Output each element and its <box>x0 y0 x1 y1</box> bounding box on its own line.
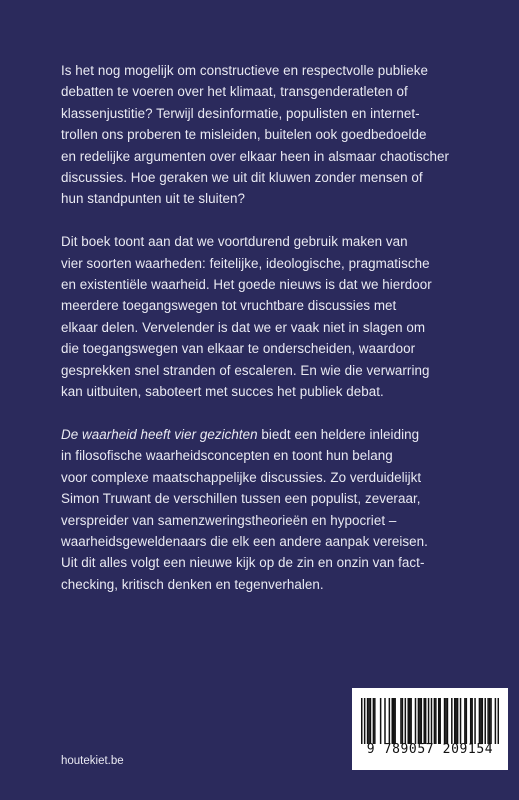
barcode-bar <box>400 698 402 744</box>
barcode-bar <box>444 698 446 744</box>
barcode <box>352 688 508 770</box>
barcode-bar <box>410 698 412 744</box>
barcode-bar <box>490 698 492 744</box>
barcode-bar <box>370 698 372 744</box>
barcode-bar <box>367 698 369 744</box>
blurb-line: hun standpunten uit te sluiten? <box>61 191 245 207</box>
barcode-bar <box>489 698 491 744</box>
barcode-bar <box>415 698 417 744</box>
barcode-bar <box>464 698 466 744</box>
barcode-bar <box>389 698 391 744</box>
barcode-bar <box>394 698 396 744</box>
barcode-bars <box>361 698 499 744</box>
blurb-line: Simon Truwant de verschillen tussen een populist, zeveraar, <box>61 491 421 507</box>
barcode-bar <box>373 698 375 744</box>
blurb-line: gesprekken snel stranden of escaleren. En wie die verwarring <box>61 362 430 378</box>
blurb-line: en redelijke argumenten over elkaar heen in alsmaar chaotischer <box>61 148 449 164</box>
barcode-bar <box>455 698 457 744</box>
barcode-bar <box>434 698 436 744</box>
blurb-line: en existentiële waarheid. Het goede nieuws is dat we hierdoor <box>61 277 432 293</box>
blurb-line: kan uitbuiten, saboteert met succes het publiek debat. <box>61 384 384 400</box>
barcode-bar <box>402 698 404 744</box>
blurb-line: checking, kritisch denken en tegenverhalen. <box>61 576 324 592</box>
book-title: De waarheid heeft vier gezichten <box>61 426 258 442</box>
barcode-bar <box>421 698 423 744</box>
barcode-bar <box>466 698 468 744</box>
barcode-bar <box>384 698 386 744</box>
barcode-bar <box>447 698 449 744</box>
barcode-bar <box>374 698 376 744</box>
barcode-bar <box>423 698 425 744</box>
barcode-bar <box>484 698 486 744</box>
barcode-bar <box>407 698 409 744</box>
blurb-paragraph-1 <box>61 60 469 210</box>
barcode-bar <box>428 698 430 744</box>
barcode-bar <box>474 698 476 744</box>
blurb-line: die toegangswegen van elkaar te onderscheiden, waardoor <box>61 341 416 357</box>
barcode-bar <box>392 698 394 744</box>
barcode-bar <box>498 698 499 744</box>
blurb-paragraph-2 <box>61 231 469 402</box>
blurb-line: vier soorten waarheden: feitelijke, ideologische, pragmatische <box>61 255 430 271</box>
barcode-bar <box>368 698 370 744</box>
barcode-bar <box>470 698 472 744</box>
blurb-line: debatten te voeren over het klimaat, transgenderatleten of <box>61 84 408 100</box>
barcode-bar <box>451 698 453 744</box>
barcode-bar <box>431 698 433 744</box>
barcode-bar <box>409 698 411 744</box>
barcode-bar <box>380 698 382 744</box>
barcode-bar <box>393 698 395 744</box>
barcode-bar <box>438 698 440 744</box>
barcode-bar <box>361 698 363 744</box>
blurb-text <box>61 60 469 617</box>
barcode-bar <box>495 698 497 744</box>
barcode-bar <box>439 698 441 744</box>
publisher-url: houtekiet.be <box>61 755 124 767</box>
blurb-paragraph-3 <box>61 424 469 595</box>
barcode-bar <box>419 698 421 744</box>
barcode-bar <box>425 698 427 744</box>
blurb-line: trollen ons proberen te misleiden, buitelen ook goedbedoelde <box>61 127 427 143</box>
barcode-bar <box>480 698 482 744</box>
blurb-line: Uit dit alles volgt een nieuwe kijk op de zin en onzin van fact- <box>61 555 425 571</box>
blurb-line: waarheidsgeweldenaars die elk een andere aanpak vereisen. <box>61 533 428 549</box>
blurb-line-rest: biedt een heldere inleiding <box>257 426 420 442</box>
barcode-bar <box>405 698 407 744</box>
blurb-line: Dit boek toont aan dat we voortdurend gebruik maken van <box>61 234 408 250</box>
barcode-bar <box>364 698 366 744</box>
barcode-bar <box>460 698 462 744</box>
blurb-line <box>61 424 469 445</box>
blurb-line: discussies. Hoe geraken we uit dit kluwen zonder mensen of <box>61 170 423 186</box>
blurb-line: Is het nog mogelijk om constructieve en respectvolle publieke <box>61 63 429 78</box>
blurb-line: voor complexe maatschappelijke discussies. Zo verduidelijkt <box>61 469 422 485</box>
barcode-digits: 9 789057 209154 <box>366 742 494 757</box>
barcode-bar <box>445 698 447 744</box>
blurb-line: verspreider van samenzweringstheorieën en hypocriet – <box>61 512 397 528</box>
barcode-bar <box>479 698 481 744</box>
blurb-line: meerdere toegangswegen tot vruchtbare discussies met <box>61 298 397 314</box>
barcode-bar <box>454 698 456 744</box>
blurb-line: klassenjustitie? Terwijl desinformatie, populisten en internet- <box>61 105 420 121</box>
barcode-bar <box>487 698 489 744</box>
barcode-bar <box>435 698 437 744</box>
barcode-bar <box>482 698 484 744</box>
blurb-line: in filosofische waarheidsconcepten en toont hun belang <box>61 448 393 464</box>
barcode-bar <box>418 698 420 744</box>
barcode-bar <box>471 698 473 744</box>
barcode-bar <box>457 698 459 744</box>
blurb-line: elkaar delen. Vervelender is dat we er vaak niet in slagen om <box>61 319 426 335</box>
